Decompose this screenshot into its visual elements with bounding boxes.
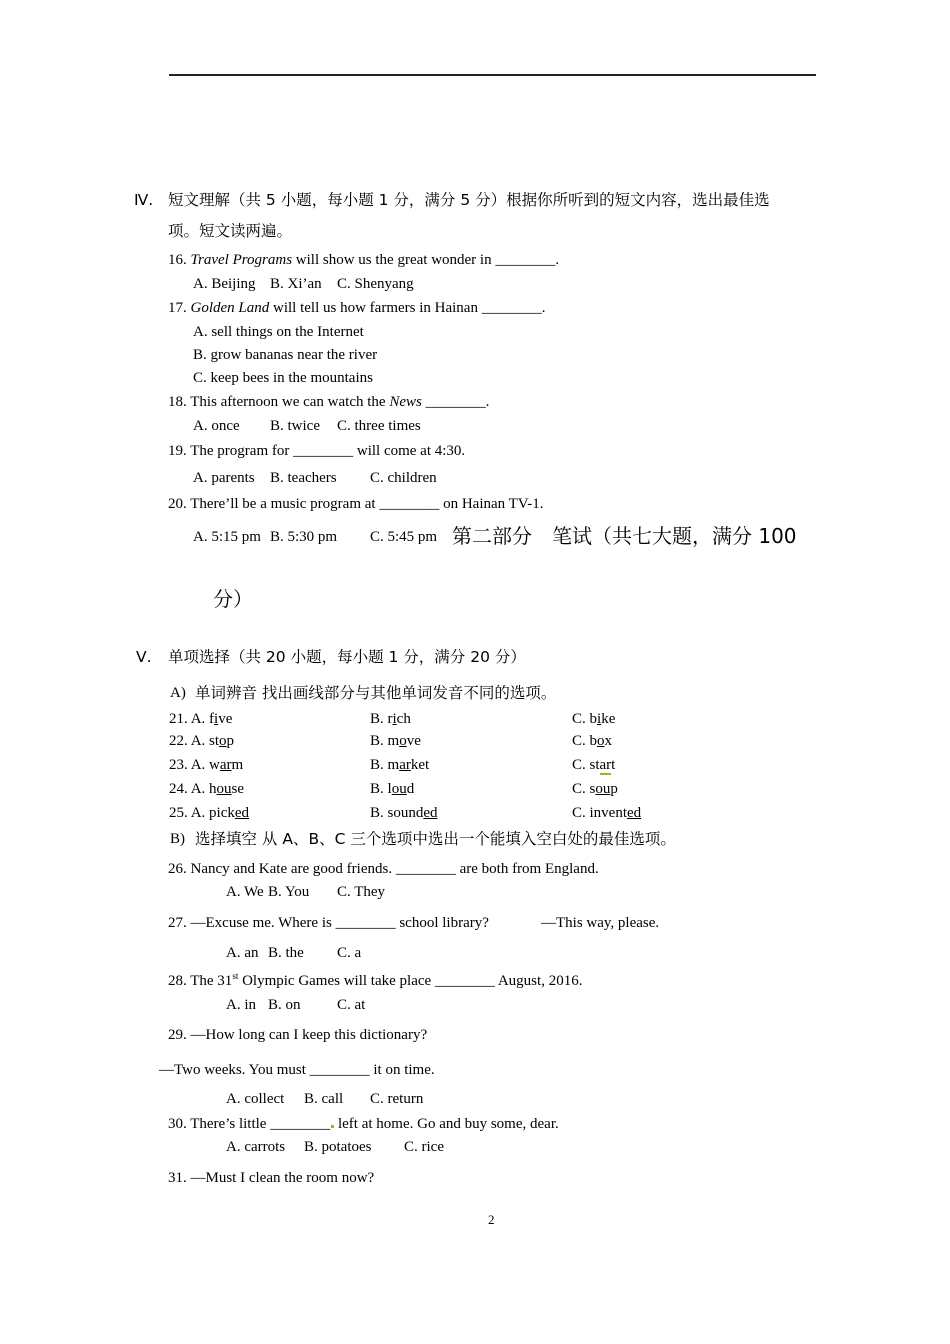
sub-a-instructions: 单词辨音 找出画线部分与其他单词发音不同的选项。: [195, 684, 557, 702]
q26-stem: [168, 860, 599, 878]
q26-text: Nancy and Kate are good friends. ________ are both from England.: [190, 861, 599, 877]
q25-a-underlined: ed: [234, 805, 250, 821]
q24-row: [169, 780, 244, 798]
q19-stem: [168, 442, 465, 460]
q27-option-c: C. a: [337, 945, 362, 961]
q19-text: The program for ________ will come at 4:30.: [190, 443, 466, 459]
q18-stem: [168, 393, 489, 411]
header-rule: [169, 74, 816, 76]
q24-option-a: A. house: [190, 781, 245, 797]
q18-option-c: C. three times: [337, 418, 421, 434]
q21-row: [169, 710, 232, 728]
q20-option-a: A. 5:15 pm: [193, 529, 261, 545]
q21-number: 21.: [169, 711, 188, 727]
q24-number: 24.: [169, 781, 188, 797]
q17-rest: will tell us how farmers in Hainan ________.: [269, 300, 546, 316]
q21-option-a: A. five: [190, 711, 233, 727]
q16-option-c: C. Shenyang: [337, 276, 414, 292]
q28-post: Olympic Games will take place ________ August, 2016.: [238, 973, 583, 989]
q22-c-underlined: o: [597, 733, 605, 749]
q17-italic: Golden Land: [190, 300, 270, 316]
q19-option-a: A. parents: [193, 470, 255, 486]
q21-c-underlined: i: [597, 711, 602, 727]
q30-pre: There’s little ________: [190, 1116, 331, 1132]
q17-option-a: A. sell things on the Internet: [193, 324, 364, 340]
q28-option-c: C. at: [337, 997, 366, 1013]
q28-pre: The 31: [190, 973, 233, 989]
q29-option-c: C. return: [370, 1091, 424, 1107]
q30-option-a: A. carrots: [226, 1139, 286, 1155]
q24-b-underlined: ou: [391, 781, 407, 797]
q28-option-b: B. on: [268, 997, 301, 1013]
q22-row: [169, 732, 234, 750]
q21-option-b: B. rich: [370, 711, 411, 727]
q25-option-a: A. picked: [190, 805, 250, 821]
q31-stem: [168, 1169, 374, 1187]
q18-option-a: A. once: [193, 418, 240, 434]
q29-number: 29.: [168, 1027, 187, 1043]
section4-number: Ⅳ.: [134, 191, 154, 209]
q17-number: 17.: [168, 300, 187, 316]
q30-option-b: B. potatoes: [304, 1139, 372, 1155]
q24-option-c: C. soup: [572, 781, 618, 797]
q20-option-c: C. 5:45 pm: [370, 529, 438, 545]
q29-option-a: A. collect: [226, 1091, 285, 1107]
q18-number: 18.: [168, 394, 187, 410]
q23-c-underlined: ar: [599, 757, 612, 773]
q22-option-c: C. box: [572, 733, 613, 749]
page-number: 2: [488, 1212, 495, 1227]
q22-option-a: A. stop: [190, 733, 235, 749]
q21-option-c: C. bike: [572, 711, 616, 727]
q28-option-a: A. in: [226, 997, 256, 1013]
q17-option-b: B. grow bananas near the river: [193, 347, 378, 363]
q25-b-underlined: ed: [423, 805, 438, 821]
q28-superscript: st: [232, 971, 239, 981]
q29-stem: [168, 1026, 427, 1044]
q20-option-b: B. 5:30 pm: [270, 529, 338, 545]
q23-row: [169, 756, 243, 774]
q30-option-c: C. rice: [404, 1139, 444, 1155]
q27-number: 27.: [168, 915, 187, 931]
section4-title-line2: 项。短文读两遍。: [168, 222, 293, 240]
q31-text: —Must I clean the room now?: [190, 1170, 375, 1186]
q26-option-a: A. We: [226, 884, 264, 900]
sub-a-label: A): [170, 685, 186, 701]
q20-stem: [168, 495, 543, 513]
q18-option-b: B. twice: [270, 418, 320, 434]
q23-option-b: B. market: [370, 757, 430, 773]
q16-italic: Travel Programs: [190, 252, 293, 268]
q16-rest: will show us the great wonder in ________.: [292, 252, 560, 268]
q16-option-a: A. Beijing: [193, 276, 256, 292]
part2-title-continued: 分）: [213, 587, 253, 611]
sub-b-instructions: 选择填空 从 A、B、C 三个选项中选出一个能填入空白处的最佳选项。: [195, 830, 676, 848]
section4-title-line1: 短文理解（共 5 小题，每小题 1 分，满分 5 分）根据你所听到的短文内容，选出最佳选: [168, 191, 770, 209]
q24-option-b: B. loud: [370, 781, 415, 797]
q27-text: —Excuse me. Where is ________ school library?: [190, 915, 489, 931]
q30-stem: [168, 1115, 559, 1133]
q17-option-c: C. keep bees in the mountains: [193, 370, 373, 386]
q21-a-underlined: i: [214, 711, 219, 727]
q26-number: 26.: [168, 861, 187, 877]
q25-c-underlined: ed: [627, 805, 642, 821]
q19-option-b: B. teachers: [270, 470, 337, 486]
q31-number: 31.: [168, 1170, 187, 1186]
q23-number: 23.: [169, 757, 188, 773]
q25-row: [169, 804, 249, 822]
q29-line2: —Two weeks. You must ________ it on time.: [159, 1062, 435, 1078]
q28-stem: [168, 972, 582, 990]
q23-b-underlined: ar: [399, 757, 411, 773]
section5-number: Ⅴ.: [136, 648, 152, 666]
sub-b-label: B): [170, 831, 185, 847]
part2-title: 第二部分 笔试（共七大题，满分 100: [452, 524, 797, 548]
q27-stem: [168, 914, 489, 932]
q16-option-b: B. Xi’an: [270, 276, 322, 292]
q27-option-a: A. an: [226, 945, 259, 961]
q25-option-b: B. sounded: [370, 805, 438, 821]
q29-option-b: B. call: [304, 1091, 344, 1107]
q24-a-underlined: ou: [216, 781, 232, 797]
q29-text: —How long can I keep this dictionary?: [190, 1027, 428, 1043]
q17-stem: [168, 299, 545, 317]
q23-a-underlined: ar: [219, 757, 232, 773]
q21-b-underlined: i: [392, 711, 397, 727]
q26-option-b: B. You: [268, 884, 310, 900]
q19-number: 19.: [168, 443, 187, 459]
q20-text: There’ll be a music program at ________ on Hainan TV-1.: [190, 496, 544, 512]
q23-option-c: C. start: [572, 757, 616, 773]
q23-option-a: A. warm: [190, 757, 244, 773]
q28-number: 28.: [168, 973, 187, 989]
q16-stem: [168, 251, 559, 269]
q18-pre: This afternoon we can watch the: [190, 394, 390, 410]
q22-number: 22.: [169, 733, 188, 749]
q19-option-c: C. children: [370, 470, 437, 486]
q18-italic: News: [389, 394, 422, 410]
q16-number: 16.: [168, 252, 187, 268]
q26-option-c: C. They: [337, 884, 386, 900]
q25-option-c: C. invented: [572, 805, 642, 821]
q30-number: 30.: [168, 1116, 187, 1132]
q20-number: 20.: [168, 496, 187, 512]
q24-c-underlined: ou: [595, 781, 611, 797]
q22-b-underlined: o: [399, 733, 407, 749]
section5-title: 单项选择（共 20 小题，每小题 1 分，满分 20 分）: [168, 648, 526, 666]
q18-rest: ________.: [421, 394, 490, 410]
q30-post: left at home. Go and buy some, dear.: [334, 1116, 559, 1132]
q25-number: 25.: [169, 805, 188, 821]
q27-option-b: B. the: [268, 945, 304, 961]
q27-reply: —This way, please.: [541, 915, 660, 931]
q22-a-underlined: o: [219, 733, 227, 749]
q22-option-b: B. move: [370, 733, 421, 749]
